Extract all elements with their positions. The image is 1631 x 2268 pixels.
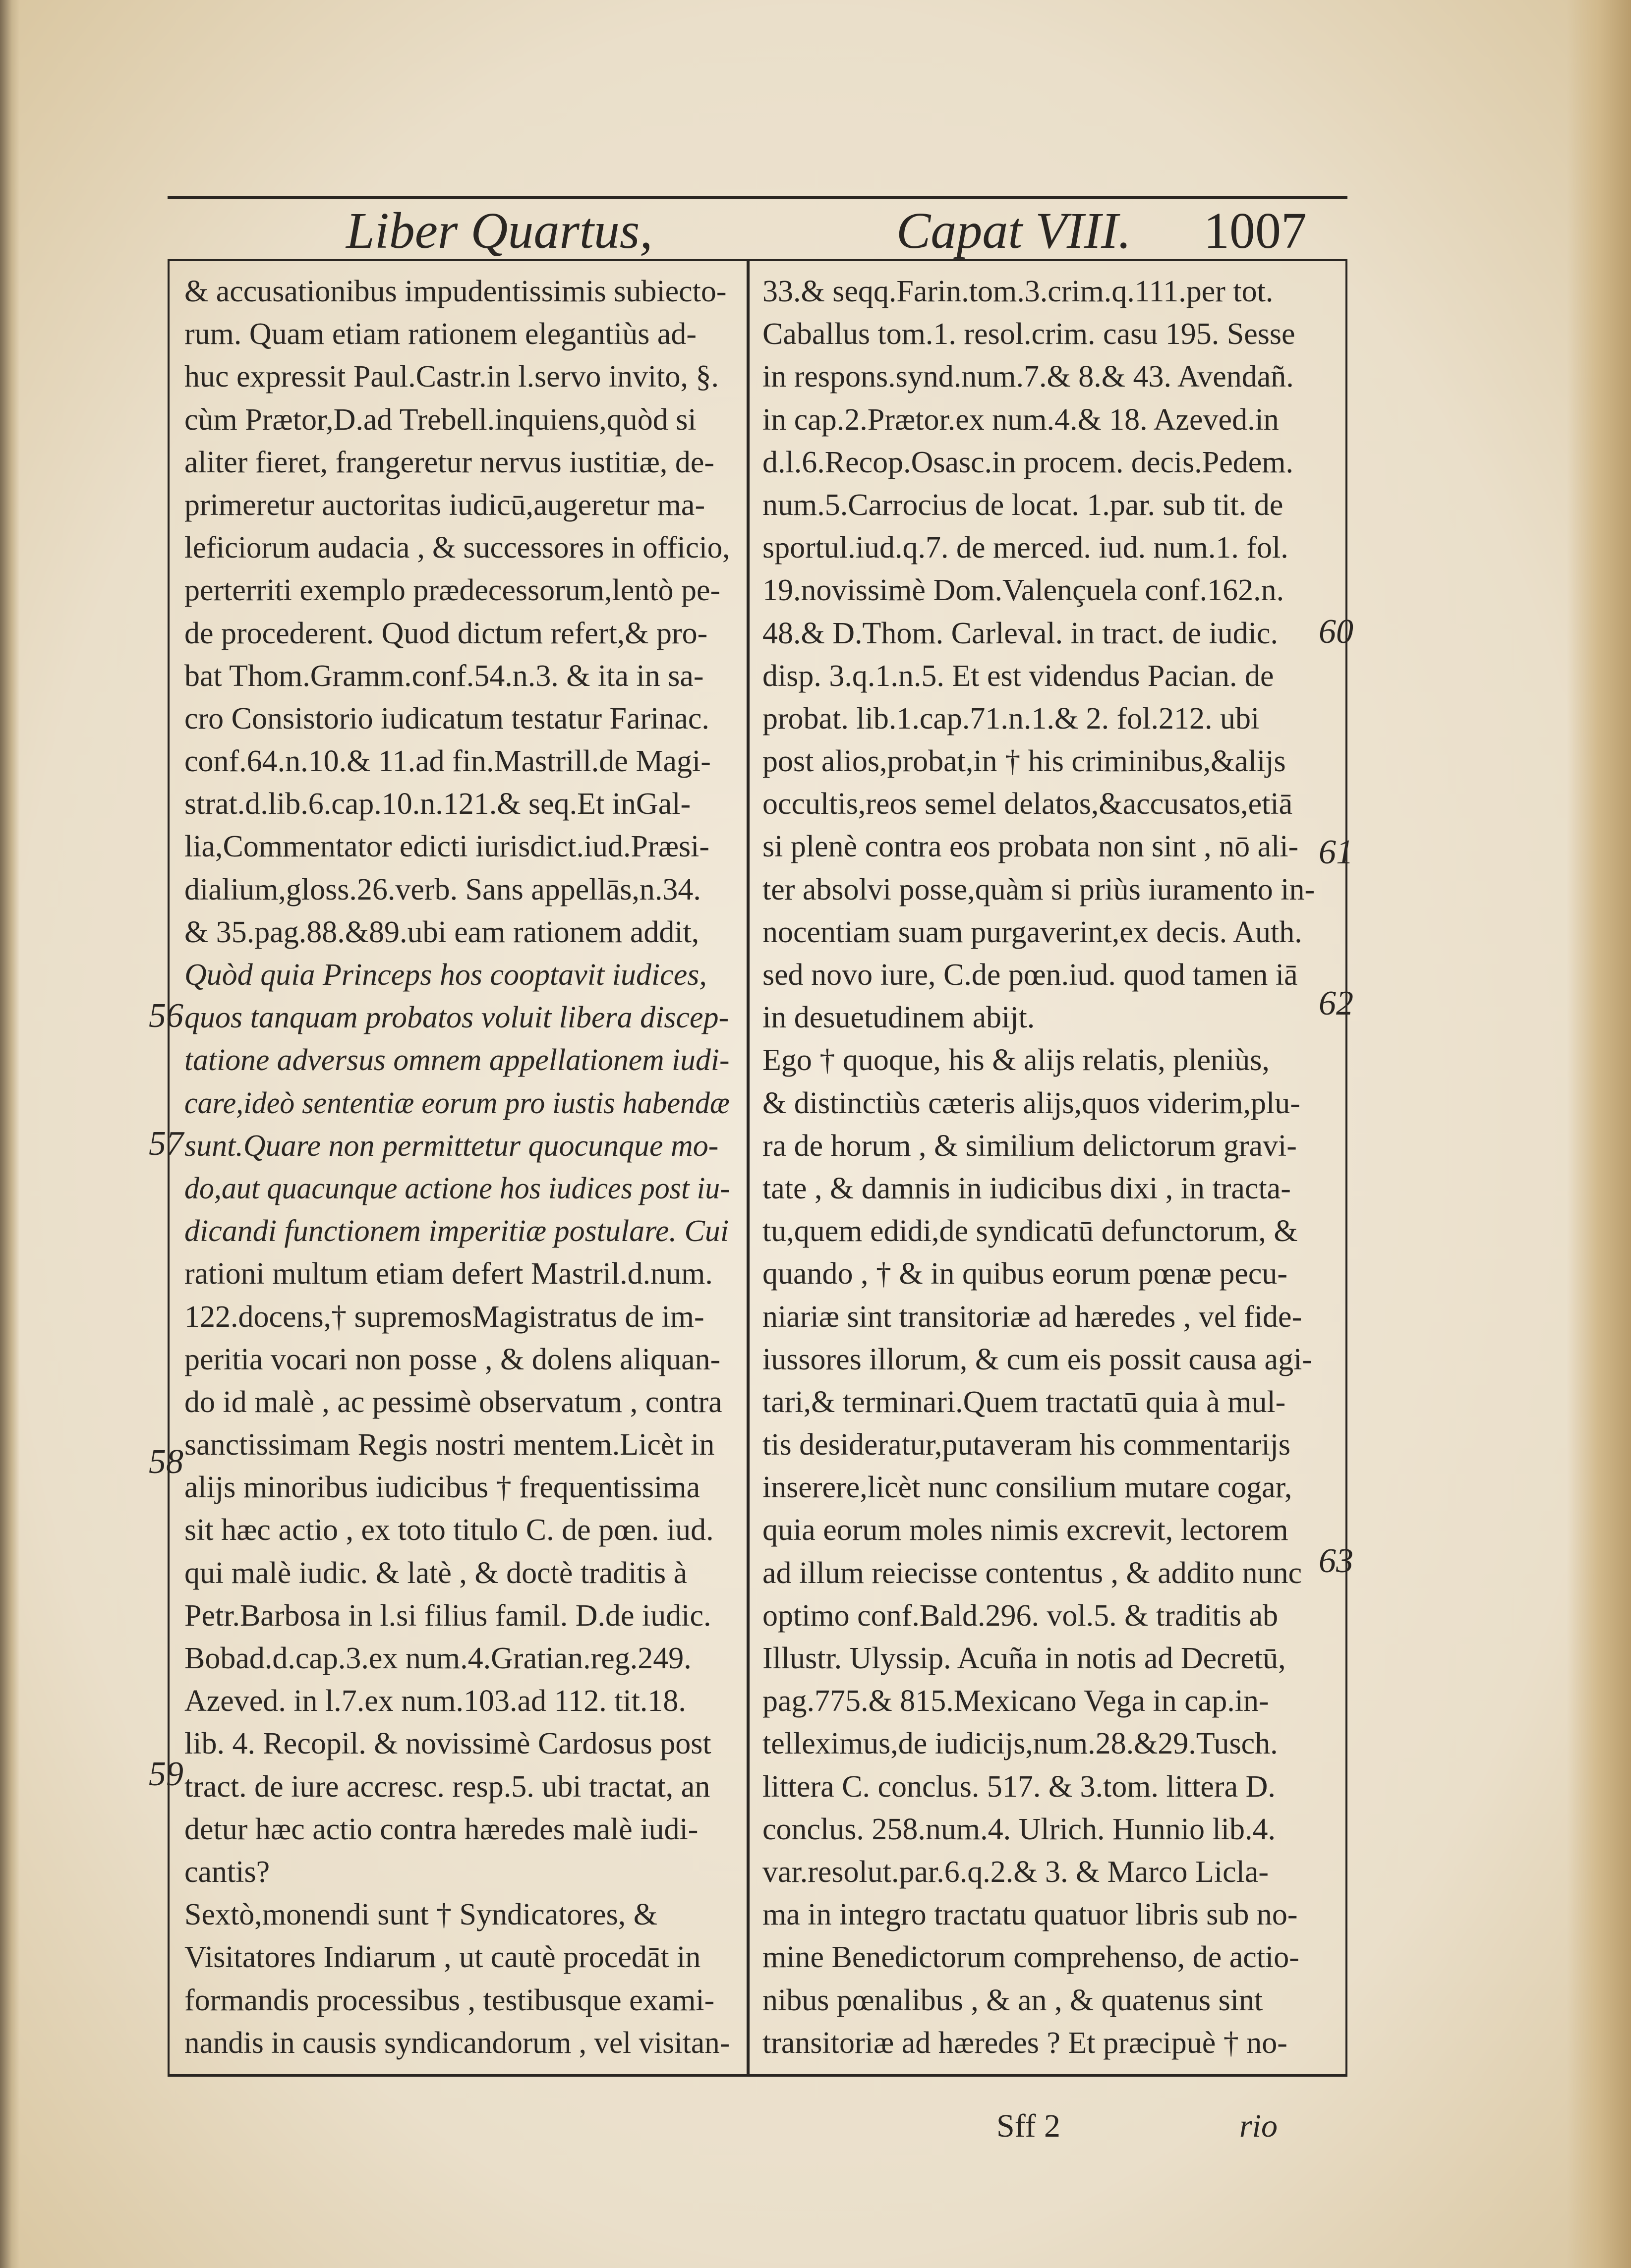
- text-line: disp. 3.q.1.n.5. Et est videndus Pacian. de: [762, 659, 1274, 693]
- bottom-rule: [168, 2074, 1347, 2077]
- text-line: 33.& seqq.Farin.tom.3.crim.q.111.per tot.: [762, 275, 1274, 308]
- margin-number: 60: [1319, 613, 1353, 651]
- text-line: primeretur auctoritas iudicū,augeretur ma-: [184, 488, 705, 522]
- text-line: 19.novissimè Dom.Valençuela conf.162.n.: [762, 573, 1284, 608]
- text-line: niariæ sint transitoriæ ad hæredes , vel fide-: [762, 1300, 1302, 1334]
- catchword: rio: [1239, 2108, 1278, 2144]
- margin-number: 62: [1319, 984, 1353, 1022]
- text-line: detur hæc actio contra hæredes malè iudi-: [184, 1812, 699, 1846]
- text-line: formandis processibus , testibusque exami-: [184, 1983, 715, 2017]
- text-line: care,ideò sententiæ eorum pro iustis habendæ: [184, 1086, 730, 1120]
- text-line: lia,Commentator edicti iurisdict.iud.Præsi-: [184, 830, 710, 864]
- left-rule: [168, 259, 170, 2077]
- text-line: si plenè contra eos probata non sint , nō ali-: [762, 830, 1299, 864]
- margin-number: 56: [149, 997, 183, 1035]
- text-line: ad illum reiecisse contentus , & addito nunc: [762, 1556, 1302, 1590]
- text-line: perterriti exemplo prædecessorum,lentò pe-: [184, 573, 721, 608]
- text-line: mine Benedictorum comprehenso, de actio-: [762, 1940, 1299, 1975]
- text-line: tu,quem edidi,de syndicatū defunctorum, &: [762, 1214, 1298, 1248]
- margin-number: 58: [149, 1443, 183, 1481]
- text-line: quia eorum moles nimis excrevit, lectorem: [762, 1513, 1288, 1547]
- text-line: Caballus tom.1. resol.crim. casu 195. Sesse: [762, 317, 1295, 351]
- page-edge: [1567, 0, 1631, 2268]
- text-line: d.l.6.Recop.Osasc.in procem. decis.Pedem.: [762, 445, 1293, 479]
- page-number: 1007: [1204, 202, 1307, 259]
- text-line: cùm Prætor,D.ad Trebell.inquiens,quòd si: [184, 402, 697, 437]
- text-line: in respons.synd.num.7.& 8.& 43. Avendañ.: [762, 360, 1294, 394]
- text-line: rum. Quam etiam rationem elegantiùs ad-: [184, 317, 697, 351]
- text-line: dialium,gloss.26.verb. Sans appellās,n.34.: [184, 872, 701, 907]
- text-line: sunt.Quare non permittetur quocunque mo-: [184, 1129, 719, 1163]
- text-line: sed novo iure, C.de pœn.iud. quod tamen iā: [762, 958, 1298, 992]
- running-head-right: Capat VIII.: [896, 202, 1131, 259]
- text-line: telleximus,de iudicijs,num.28.&29.Tusch.: [762, 1727, 1278, 1761]
- text-line: ter absolvi posse,quàm si priùs iuramento in-: [762, 872, 1315, 907]
- text-line: de procederent. Quod dictum refert,& pro-: [184, 616, 708, 650]
- right-text-column: [762, 270, 1333, 2069]
- text-line: sit hæc actio , ex toto titulo C. de pœn. iud.: [184, 1513, 714, 1547]
- top-rule: [168, 196, 1347, 199]
- text-line: cantis?: [184, 1855, 270, 1889]
- text-line: quando , † & in quibus eorum pœnæ pecu-: [762, 1257, 1288, 1291]
- text-line: tis desideratur,putaveram his commentarijs: [762, 1428, 1290, 1462]
- running-head-left: Liber Quartus,: [346, 202, 653, 259]
- text-line: Sextò,monendi sunt † Syndicatores, &: [184, 1898, 658, 1932]
- text-line: [762, 2064, 1333, 2069]
- text-line: nibus pœnalibus , & an , & quatenus sint: [762, 1983, 1263, 2017]
- text-line: alijs minoribus iudicibus † frequentissima: [184, 1471, 700, 1505]
- text-line: bat Thom.Gramm.conf.54.n.3. & ita in sa-: [184, 659, 704, 693]
- text-line: quos tanquam probatos voluit libera discep-: [184, 1001, 729, 1035]
- text-line: pag.775.& 815.Mexicano Vega in cap.in-: [762, 1684, 1269, 1718]
- text-line: Illustr. Ulyssip. Acuña in notis ad Decretū,: [762, 1642, 1286, 1675]
- text-line: & distinctiùs cæteris alijs,quos viderim,plu-: [762, 1086, 1300, 1120]
- text-line: optimo conf.Bald.296. vol.5. & traditis ab: [762, 1598, 1279, 1633]
- text-line: cro Consistorio iudicatum testatur Farinac.: [184, 701, 709, 736]
- text-line: peritia vocari non posse , & dolens aliquan-: [184, 1342, 721, 1376]
- text-line: in cap.2.Prætor.ex num.4.& 18. Azeved.in: [762, 402, 1279, 437]
- text-line: & 35.pag.88.&89.ubi eam rationem addit,: [184, 915, 699, 949]
- text-line: transitoriæ ad hæredes ? Et præcipuè † no-: [762, 2026, 1287, 2060]
- text-line: qui malè iudic. & latè , & doctè traditis à: [184, 1556, 688, 1590]
- text-line: 48.& D.Thom. Carleval. in tract. de iudic.: [762, 616, 1278, 650]
- text-line: tate , & damnis in iudicibus dixi , in tracta-: [762, 1171, 1291, 1205]
- text-line: strat.d.lib.6.cap.10.n.121.& seq.Et inGal-: [184, 787, 691, 821]
- text-line: post alios,probat,in † his criminibus,&alijs: [762, 744, 1286, 779]
- text-line: [184, 2064, 730, 2069]
- text-line: num.5.Carrocius de locat. 1.par. sub tit. de: [762, 488, 1283, 522]
- text-line: littera C. conclus. 517. & 3.tom. littera D.: [762, 1769, 1276, 1804]
- text-line: var.resolut.par.6.q.2.& 3. & Marco Licla-: [762, 1855, 1269, 1889]
- text-line: occultis,reos semel delatos,&accusatos,etiā: [762, 787, 1293, 821]
- text-line: dicandi functionem imperitiæ postulare. Cui: [184, 1214, 729, 1248]
- text-line: Visitatores Indiarum , ut cautè procedāt in: [184, 1940, 701, 1975]
- margin-number: 59: [149, 1755, 183, 1793]
- text-line: do id malè , ac pessimè observatum , contra: [184, 1385, 722, 1419]
- text-line: tari,& terminari.Quem tractatū quia à mul-: [762, 1385, 1286, 1419]
- right-rule: [1345, 259, 1347, 2077]
- text-line: do,aut quacunque actione hos iudices post iu-: [184, 1171, 730, 1205]
- text-line: sportul.iud.q.7. de merced. iud. num.1. fol.: [762, 531, 1288, 565]
- margin-number: 61: [1319, 833, 1353, 871]
- text-frame: [168, 196, 1347, 2109]
- text-line: tatione adversus omnem appellationem iudi-: [184, 1043, 730, 1077]
- text-line: & accusationibus impudentissimis subiecto-: [184, 275, 727, 308]
- text-line: Azeved. in l.7.ex num.103.ad 112. tit.18.: [184, 1684, 686, 1718]
- text-line: rationi multum etiam defert Mastril.d.num.: [184, 1257, 713, 1291]
- text-line: lib. 4. Recopil. & novissimè Cardosus post: [184, 1727, 711, 1761]
- margin-number: 63: [1319, 1542, 1353, 1580]
- text-line: inserere,licèt nunc consilium mutare cogar,: [762, 1471, 1292, 1505]
- text-line: 122.docens,† supremosMagistratus de im-: [184, 1300, 704, 1334]
- text-line: ra de horum , & similium delictorum gravi-: [762, 1129, 1297, 1163]
- text-line: Ego † quoque, his & alijs relatis, pleniùs,: [762, 1043, 1270, 1077]
- text-line: sanctissimam Regis nostri mentem.Licèt in: [184, 1428, 715, 1462]
- text-line: ma in integro tractatu quatuor libris sub no-: [762, 1898, 1298, 1932]
- text-line: nocentiam suam purgaverint,ex decis. Auth.: [762, 915, 1302, 949]
- header-rule: [168, 259, 1347, 261]
- text-line: huc expressit Paul.Castr.in l.servo invito, §.: [184, 360, 719, 394]
- text-line: Petr.Barbosa in l.si filius famil. D.de iudic.: [184, 1598, 711, 1633]
- signature-mark: Sff 2: [996, 2108, 1060, 2144]
- text-line: aliter fieret, frangeretur nervus iustitiæ, de-: [184, 445, 715, 479]
- text-line: in desuetudinem abijt.: [762, 1001, 1035, 1035]
- text-line: nandis in causis syndicandorum , vel visitan-: [184, 2026, 730, 2060]
- column-divider: [747, 259, 750, 2077]
- text-line: tract. de iure accresc. resp.5. ubi tractat, an: [184, 1769, 710, 1804]
- text-line: probat. lib.1.cap.71.n.1.& 2. fol.212. ubi: [762, 701, 1260, 736]
- text-line: conf.64.n.10.& 11.ad fin.Mastrill.de Magi-: [184, 744, 711, 779]
- margin-number: 57: [149, 1125, 183, 1163]
- text-line: leficiorum audacia , & successores in officio,: [184, 531, 730, 565]
- text-line: Quòd quia Princeps hos cooptavit iudices,: [184, 958, 707, 992]
- text-line: conclus. 258.num.4. Ulrich. Hunnio lib.4.: [762, 1812, 1276, 1846]
- text-line: iussores illorum, & cum eis possit causa agi-: [762, 1342, 1312, 1376]
- left-text-column: [184, 270, 730, 2069]
- text-line: Bobad.d.cap.3.ex num.4.Gratian.reg.249.: [184, 1642, 692, 1675]
- binding-shadow: [0, 0, 20, 2268]
